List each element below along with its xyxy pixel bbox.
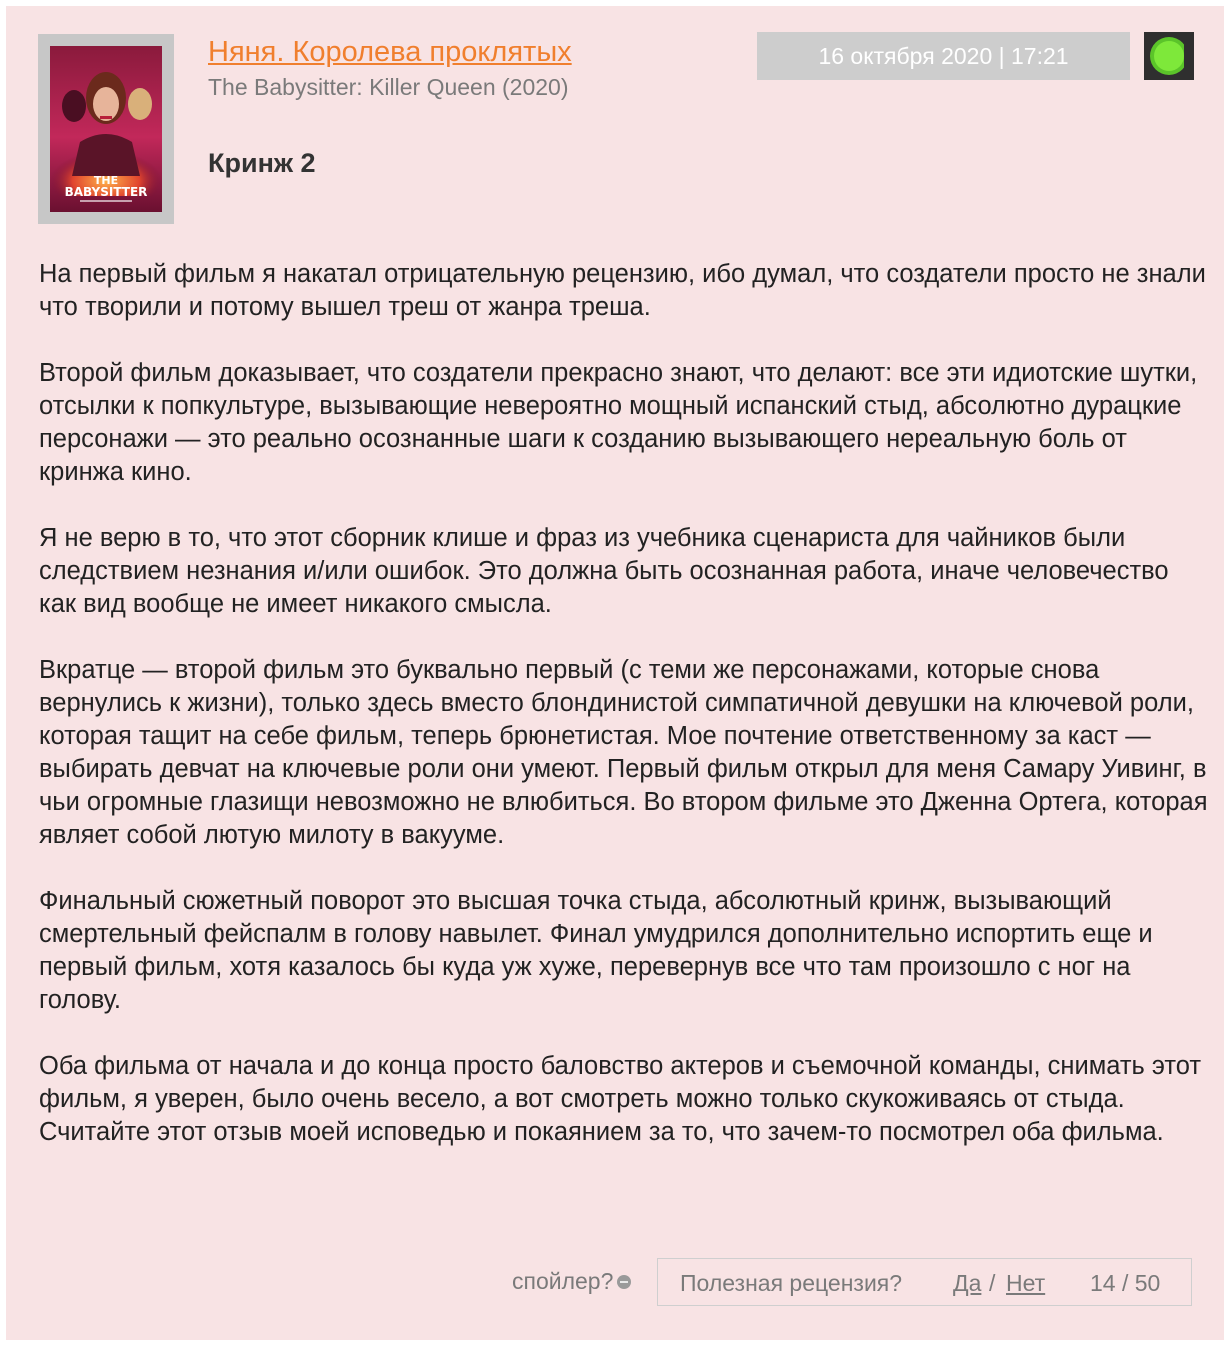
review-title: Кринж 2: [208, 148, 316, 178]
film-original-title: The Babysitter: Killer Queen (2020): [208, 74, 569, 100]
helpful-vote-box: [657, 1258, 1192, 1306]
vote-yes-link[interactable]: Да: [953, 1270, 982, 1296]
minus-circle-icon: [617, 1275, 631, 1289]
vote-no-link[interactable]: Нет: [1006, 1270, 1046, 1296]
poster-frame: [38, 34, 174, 224]
film-title-link[interactable]: Няня. Королева проклятых: [208, 36, 572, 68]
review-paragraph: Оба фильма от начала и до конца просто баловство актеров и съемочной команды, снимать этот фильм, я уверен, было очень весело, а вот смотреть можно только скукоживаясь от стыда. Считайте этот отзыв моей исповедью и покаянием за то, что зачем-то посмотрел оба фильма.: [39, 1052, 1202, 1146]
review-paragraph: Я не верю в то, что этот сборник клише и фраз из учебника сценариста для чайников были следствием незнания и/или ошибок. Это должна быть осознанная работа, иначе человечество как вид вообще не имеет никакого смысла.: [39, 524, 1169, 618]
vote-separator: /: [989, 1270, 996, 1296]
review-paragraph: Вкратце — второй фильм это буквально первый (с теми же персонажами, которые снова вернулись к жизни), только здесь вместо блондинистой симпатичной девушки на ключевой роли, которая тащит на себе фильм, теперь брюнетистая. Мое почтение ответственному за каст — выбирать девчат на ключевые роли они умеют. Первый фильм открыл для меня Самару Уивинг, в чьи огромные глазищи невозможно не влюбиться. Во втором фильме это Дженна Ортега, которая являет собой лютую милоту в вакууме.: [39, 656, 1208, 849]
helpful-question: Полезная рецензия?: [680, 1270, 903, 1296]
review-paragraph: Второй фильм доказывает, что создатели прекрасно знают, что делают: все эти идиотские шутки, отсылки к попкультуре, вызывающие невероятно мощный испанский стыд, абсолютно дурацкие персонажи — это реально осознанные шаги к созданию вызывающего нереальную боль от кринжа кино.: [39, 359, 1198, 486]
review-body: [39, 258, 1209, 1182]
review-paragraph: На первый фильм я накатал отрицательную рецензию, ибо думал, что создатели просто не знали что творили и потому вышел треш от жанра треша.: [39, 260, 1206, 321]
review-card: [6, 6, 1224, 1340]
review-date: 16 октября 2020 | 17:21: [757, 32, 1130, 80]
vote-count: 14 / 50: [1090, 1270, 1161, 1296]
spoiler-label: спойлер?: [512, 1268, 614, 1294]
review-paragraph: Финальный сюжетный поворот это высшая точка стыда, абсолютный кринж, вызывающий смертельный фейспалм в голову навылет. Финал умудрился дополнительно испортить еще и первый фильм, хотя казалось бы куда уж хуже, перевернув все что там произошло с ног на голову.: [39, 887, 1153, 1014]
svg-text:THE: THE: [93, 174, 119, 187]
green-circle-icon: [1144, 32, 1194, 80]
film-poster[interactable]: [50, 46, 162, 212]
spoiler-toggle[interactable]: [512, 1268, 631, 1295]
svg-text:BABYSITTER: BABYSITTER: [64, 185, 148, 199]
